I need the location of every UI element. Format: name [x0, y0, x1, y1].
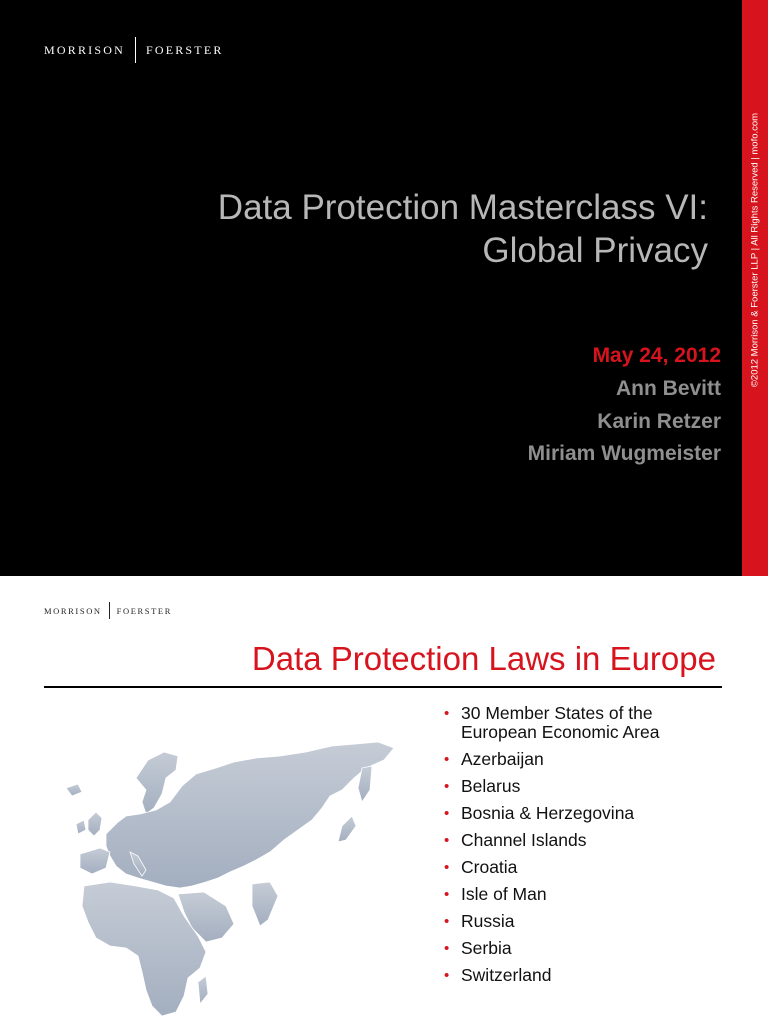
- bullet-icon: •: [444, 832, 450, 849]
- list-item-text: Channel Islands: [461, 830, 587, 850]
- list-item: [440, 858, 721, 877]
- copyright-notice: ©2012 Morrison & Foerster LLP | All Rights Reserved | mofo.com: [749, 112, 761, 388]
- list-item-text: Azerbaijan: [461, 749, 544, 769]
- list-item-text: Serbia: [461, 938, 512, 958]
- bullet-icon: •: [444, 805, 450, 822]
- heading-divider: [44, 686, 722, 688]
- list-item: [440, 939, 721, 958]
- logo-divider: [109, 602, 110, 619]
- list-item: [440, 704, 721, 742]
- list-item: [440, 831, 721, 850]
- bullet-icon: •: [444, 778, 450, 795]
- logo-morrison: MORRISON: [44, 42, 125, 57]
- list-item-text: Russia: [461, 911, 515, 931]
- list-item-text: Croatia: [461, 857, 518, 877]
- list-item: [440, 777, 721, 796]
- author-name: Miriam Wugmeister: [527, 442, 721, 465]
- europe-asia-africa-map-icon: [66, 716, 406, 1016]
- morrison-foerster-logo: [44, 602, 172, 619]
- presentation-date: May 24, 2012: [592, 344, 721, 367]
- country-list: [440, 704, 721, 993]
- logo-foerster: FOERSTER: [116, 605, 172, 616]
- list-item-text: Belarus: [461, 776, 521, 796]
- author-name: Ann Bevitt: [616, 377, 721, 400]
- list-item-text: Switzerland: [461, 965, 552, 985]
- bullet-icon: •: [444, 886, 450, 903]
- slide-title-line1: Data Protection Masterclass VI:: [217, 188, 708, 227]
- list-item: [440, 966, 721, 985]
- bullet-icon: •: [444, 913, 450, 930]
- logo-morrison: MORRISON: [44, 605, 102, 616]
- bullet-icon: •: [444, 705, 450, 722]
- list-item: [440, 912, 721, 931]
- bullet-icon: •: [444, 751, 450, 768]
- red-side-strip: [742, 0, 768, 576]
- list-item: [440, 885, 721, 904]
- slide-heading: Data Protection Laws in Europe: [251, 640, 716, 677]
- logo-divider: [135, 37, 136, 63]
- morrison-foerster-logo: [44, 37, 224, 63]
- list-item-text: Bosnia & Herzegovina: [461, 803, 635, 823]
- list-item-text: Isle of Man: [461, 884, 547, 904]
- list-item-text: 30 Member States of the European Economic Area: [461, 703, 660, 742]
- slide-title-line2: Global Privacy: [482, 231, 708, 270]
- slide-title: [218, 186, 708, 272]
- logo-foerster: FOERSTER: [145, 42, 224, 57]
- content-slide: [0, 576, 768, 1024]
- bullet-icon: •: [444, 940, 450, 957]
- bullet-icon: •: [444, 859, 450, 876]
- author-name: Karin Retzer: [597, 410, 721, 433]
- list-item: [440, 750, 721, 769]
- list-item: [440, 804, 721, 823]
- bullet-icon: •: [444, 967, 450, 984]
